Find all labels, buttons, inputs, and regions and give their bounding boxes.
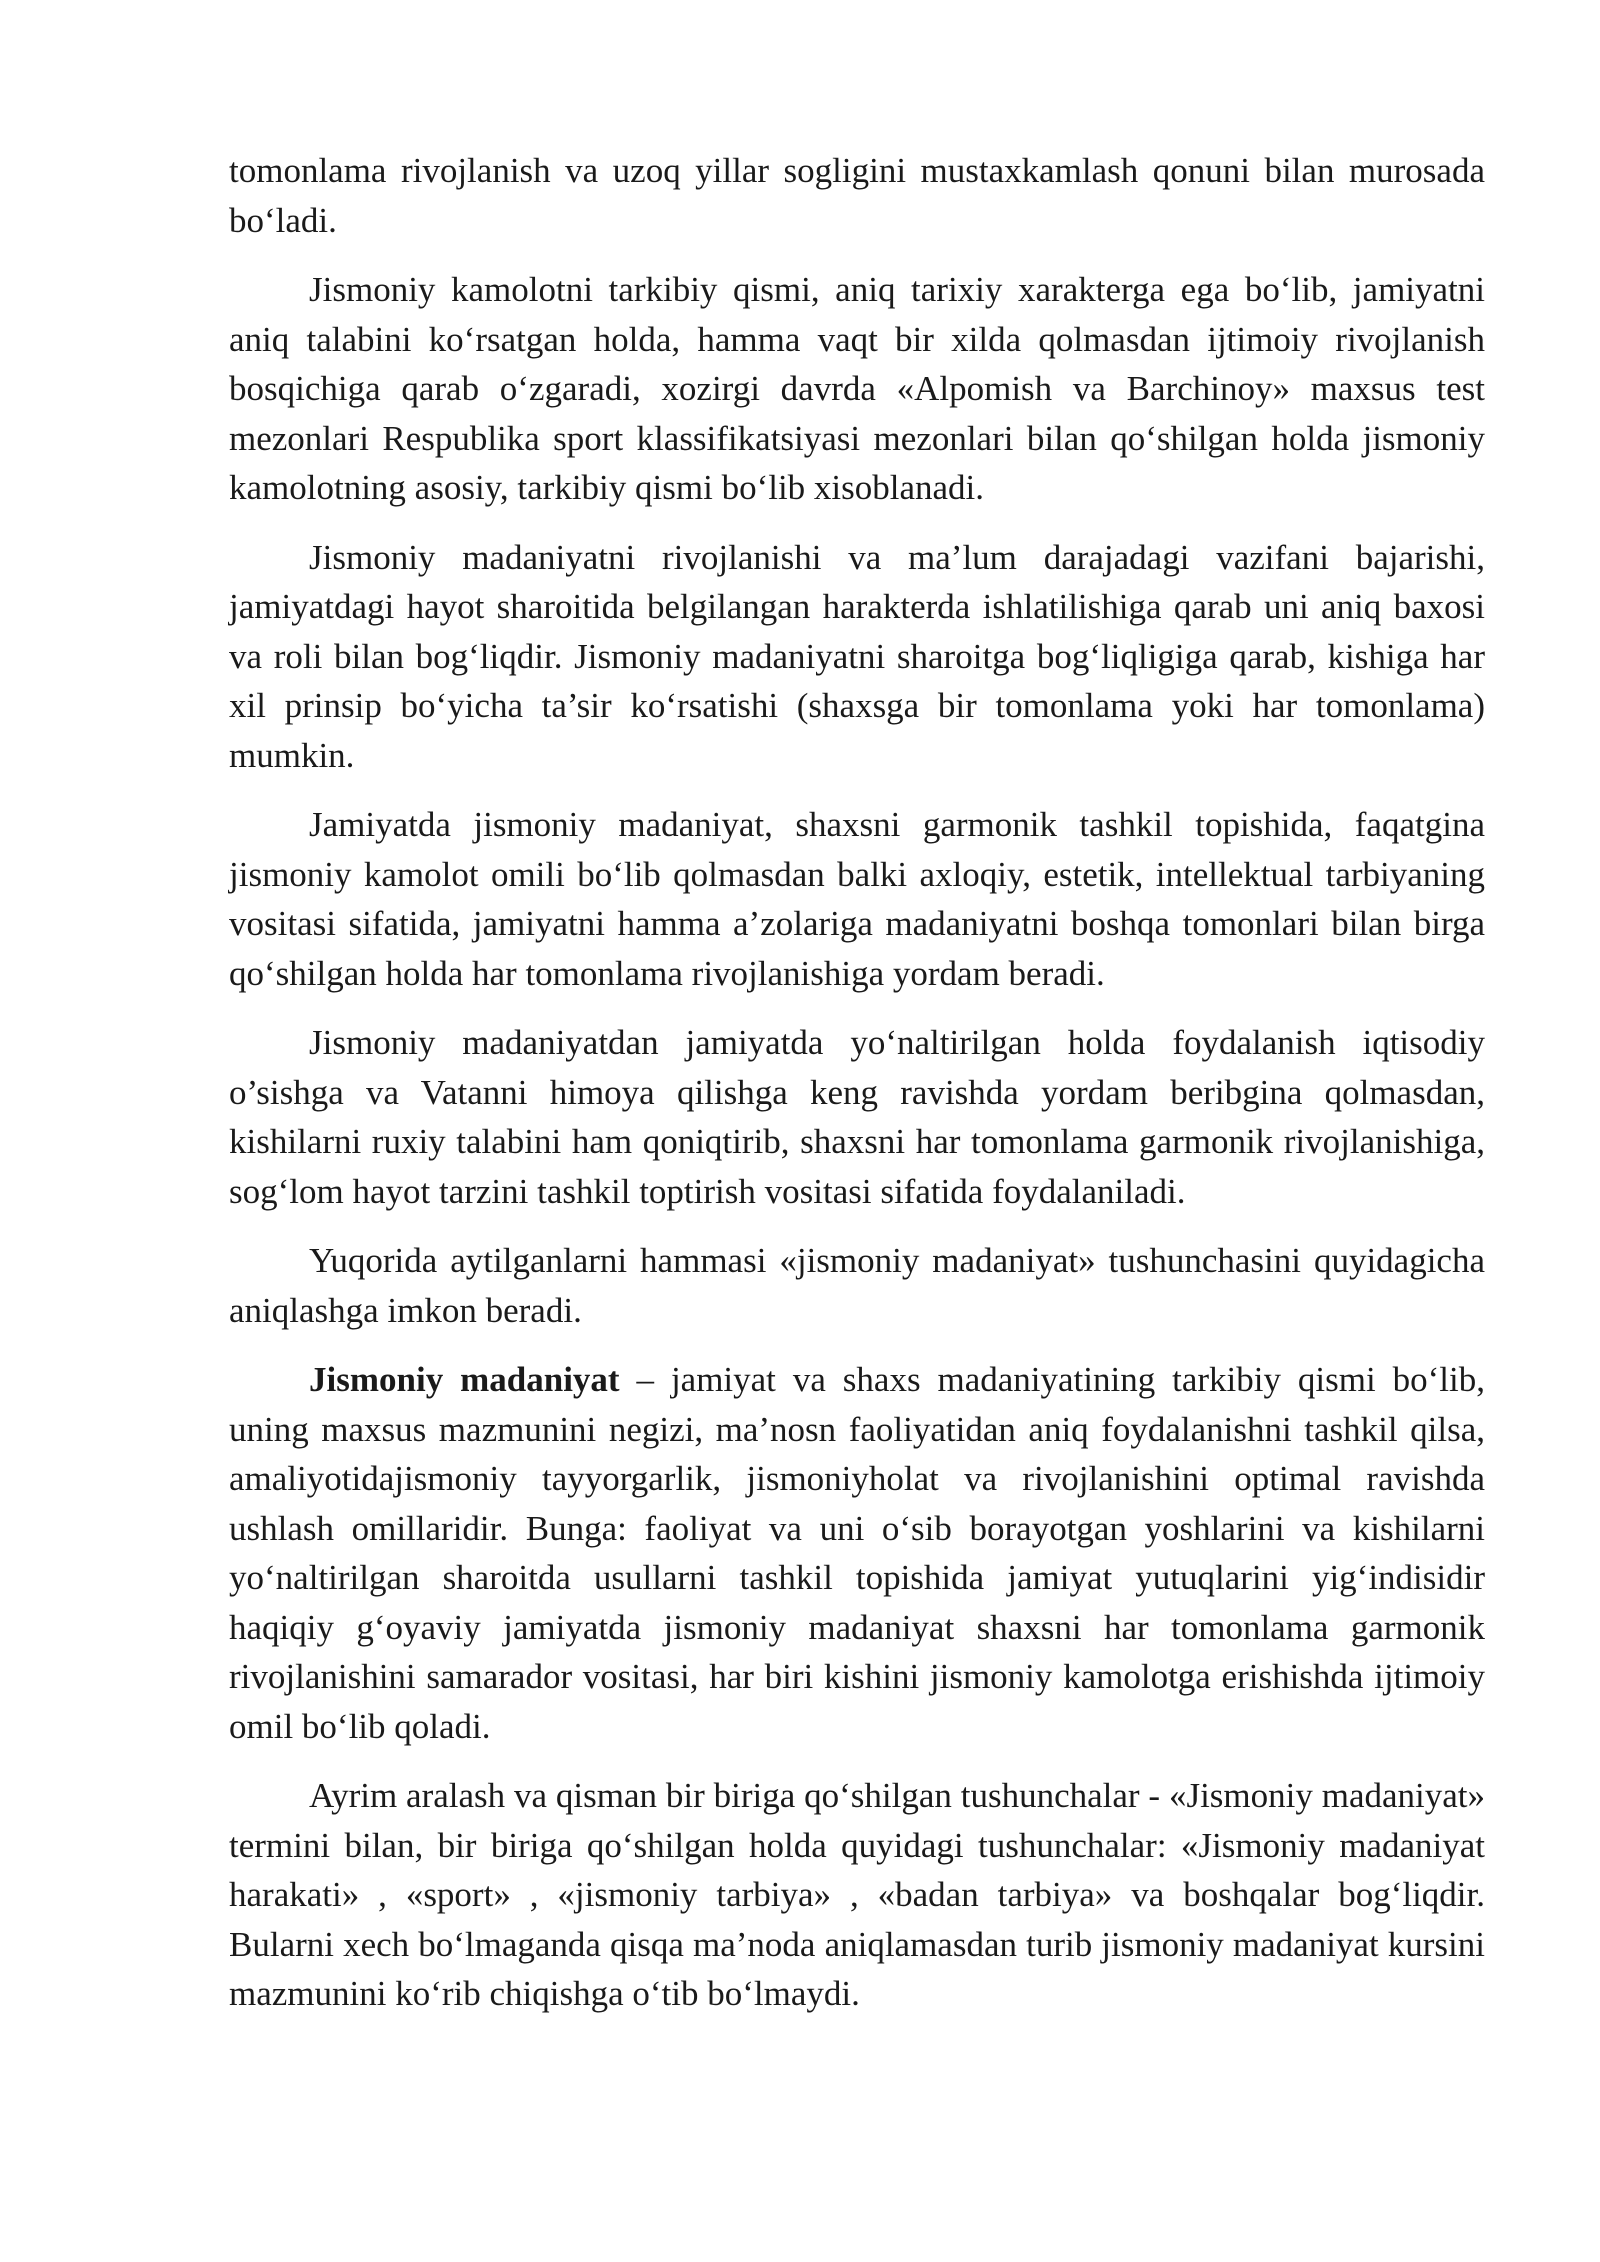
paragraph-rivojlanishi: Jismoniy madaniyatni rivojlanishi va ma’lum darajadagi vazifani bajarishi, jamiyatdagi hayot sharoitida belgilangan harakterda ishlatilishiga qarab uni aniq baxosi va roli bilan bog‘liqdir. Jismoniy madaniyatni sharoitga bog‘liqligiga qarab, kishiga har xil prinsip bo‘yicha ta’sir ko‘rsatishi (shaxsga bir tomonlama yoki har tomonlama) mumkin. bbox=[229, 537, 1485, 775]
document-page bbox=[229, 146, 1485, 2039]
paragraph-continuation: tomonlama rivojlanish va uzoq yillar sogligini mustaxkamlash qonuni bilan murosada bo‘ladi. bbox=[229, 151, 1485, 240]
definition-term: Jismoniy madaniyat bbox=[309, 1360, 620, 1399]
paragraph-foydalanish: Jismoniy madaniyatdan jamiyatda yo‘naltirilgan holda foydalanish iqtisodiy o’sishga va Vatanni himoya qilishga keng ravishda yordam beribgina qolmasdan, kishilarni ruxiy talabini ham qoniqtirib, shaxsni har tomonlama garmonik rivojlanishiga, sog‘lom hayot tarzini tashkil toptirish vositasi sifatida foydalaniladi. bbox=[229, 1023, 1485, 1211]
paragraph-definition bbox=[229, 1355, 1485, 1751]
paragraph-jismoniy-kamolot: Jismoniy kamolotni tarkibiy qismi, aniq tarixiy xarakterga ega bo‘lib, jamiyatni aniq talabini ko‘rsatgan holda, hamma vaqt bir xilda qolmasdan ijtimoiy rivojlanish bosqichiga qarab o‘zgaradi, xozirgi davrda «Alpomish va Barchinoy» maxsus test mezonlari Respublika sport klassifikatsiyasi mezonlari bilan qo‘shilgan holda jismoniy kamolotning asosiy, tarkibiy qismi bo‘lib xisoblanadi. bbox=[229, 270, 1485, 507]
paragraph-ayrim: Ayrim aralash va qisman bir biriga qo‘shilgan tushunchalar - «Jismoniy madaniyat» termini bilan, bir biriga qo‘shilgan holda quyidagi tushunchalar: «Jismoniy madaniyat harakati» , «sport» , «jismoniy tarbiya» , «badan tarbiya» va boshqalar bog‘liqdir. Bularni xech bo‘lmaganda qisqa ma’noda aniqlamasdan turib jismoniy madaniyat kursini mazmunini ko‘rib chiqishga o‘tib bo‘lmaydi. bbox=[229, 1776, 1485, 2013]
paragraph-yuqorida: Yuqorida aytilganlarni hammasi «jismoniy madaniyat» tushunchasini quyidagicha aniqlashga imkon beradi. bbox=[229, 1241, 1485, 1330]
definition-text: – jamiyat va shaxs madaniyatining tarkibiy qismi bo‘lib, uning maxsus mazmunini negizi, ma’nosn faoliyatidan aniq foydalanishni tashkil qilsa, amaliyotidajismoniy tayyorgarlik, jismoniyholat va rivojlanishini optimal ravishda ushlash omillaridir. Bunga: faoliyat va uni o‘sib borayotgan yoshlarini va kishilarni yo‘naltirilgan sharoitda usullarni tashkil topishida jamiyat yutuqlarini yig‘indisidir haqiqiy g‘oyaviy jamiyatda jismoniy madaniyat shaxsni har tomonlama garmonik rivojlanishini samarador vositasi, har biri kishini jismoniy kamolotga erishishda ijtimoiy omil bo‘lib qoladi. bbox=[229, 1360, 1486, 1746]
paragraph-jamiyatda: Jamiyatda jismoniy madaniyat, shaxsni garmonik tashkil topishida, faqatgina jismoniy kamolot omili bo‘lib qolmasdan balki axloqiy, estetik, intellektual tarbiyaning vositasi sifatida, jamiyatni hamma a’zolariga madaniyatni boshqa tomonlari bilan birga qo‘shilgan holda har tomonlama rivojlanishiga yordam beradi. bbox=[229, 805, 1485, 993]
